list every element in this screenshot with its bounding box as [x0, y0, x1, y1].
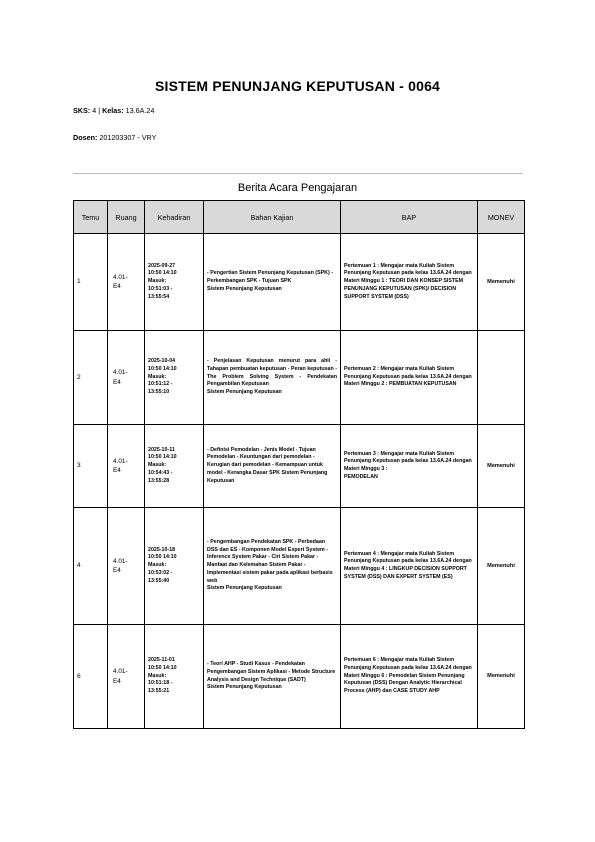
dosen-value: 201203307 - VRY: [99, 133, 157, 142]
table-header-row: [74, 201, 525, 234]
divider: [73, 173, 523, 174]
header-ruang: Ruang: [108, 201, 145, 234]
sks-label: SKS: [73, 106, 88, 115]
cell-monev: Memenuhi: [478, 625, 525, 729]
table-row: [74, 234, 525, 331]
cell-bap: Pertemuan 1 : Mengajar mata Kuliah Sistem Penunjang Keputusan pada kelas 13.6A.24 dengan Materi Minggu 1 : TEORI DAN KONSEP SISTEM PENUNJANG KEPUTUSAN (SPK)/ DECISION SUPPORT SYSTEM (DSS): [341, 234, 478, 331]
cell-ruang: 4.01- E4: [108, 508, 145, 625]
kelas-value: 13.6A.24: [125, 106, 155, 115]
cell-kehadiran: 2025-11-01 10:50 14:10 Masuk: 10:51:18 - 13:55:21: [145, 625, 204, 729]
header-kehadiran: Kehadiran: [145, 201, 204, 234]
table-row: [74, 331, 525, 425]
section-title: Berita Acara Pengajaran: [237, 182, 358, 194]
cell-temu: 6: [74, 625, 108, 729]
course-info: SKS: 4 | Kelas: 13.6A.24: [73, 106, 155, 115]
cell-monev: Memenuhi: [478, 508, 525, 625]
cell-temu: 2: [74, 331, 108, 425]
cell-bahan-kajian: - Pengembangan Pendekatan SPK - Perbedaan DSS dan ES - Komponen Model Expert System - Inference System Pakar - Ciri Sistem Pakar - Manfaat dan Kelemahan Sistem Pakar - Implementasi sistem pakar pada aplikasi berbasis web Sistem Penunjang Keputusan: [204, 508, 341, 625]
header-bap: BAP: [341, 201, 478, 234]
table-row: [74, 625, 525, 729]
cell-ruang: 4.01- E4: [108, 625, 145, 729]
header-temu: Temu: [74, 201, 108, 234]
cell-bahan-kajian: - Teori AHP - Studi Kasus - Pendekatan Pengembangan Sistem Aplikasi - Metode Structure Analysis and Design Technique (SADT) Sistem Penunjang Keputusan: [204, 625, 341, 729]
kelas-label: Kelas: [102, 106, 122, 115]
table-row: [74, 425, 525, 508]
cell-ruang: 4.01- E4: [108, 234, 145, 331]
cell-bap: Pertemuan 3 : Mengajar mata Kuliah Sistem Penunjang Keputusan pada kelas 13.6A.24 dengan Materi Minggu 3 : PEMODELAN: [341, 425, 478, 508]
cell-kehadiran: 2025-10-11 10:50 14:10 Masuk: 10:54:43 - 13:55:28: [145, 425, 204, 508]
cell-kehadiran: 2025-10-04 10:50 14:10 Masuk: 10:51:12 - 13:55:10: [145, 331, 204, 425]
cell-kehadiran: 2025-09-27 10:50 14:10 Masuk: 10:51:03 - 13:55:54: [145, 234, 204, 331]
cell-bahan-kajian: - Penjelasan Keputusan menurut para ahli - Tahapan pembuatan keputusan - Peran keputusan - The Problem Solving System - Pendekatan Pengambilan Keputusan Sistem Penunjang Keputusan: [204, 331, 341, 425]
cell-kehadiran: 2025-10-18 10:50 14:10 Masuk: 10:53:02 - 13:55:40: [145, 508, 204, 625]
cell-bahan-kajian: - Pengertian Sistem Penunjang Keputusan (SPK) - Perkembangan SPK - Tujuan SPK Sistem Penunjang Keputusan: [204, 234, 341, 331]
page-title: SISTEM PENUNJANG KEPUTUSAN - 0064: [154, 78, 441, 94]
cell-monev: Memenuhi: [478, 234, 525, 331]
cell-monev: Memenuhi: [478, 425, 525, 508]
header-monev: MONEV: [478, 201, 525, 234]
cell-ruang: 4.01- E4: [108, 331, 145, 425]
lecturer-info: [73, 133, 156, 142]
cell-bahan-kajian: - Definisi Pemodelan - Jenis Model - Tujuan Pemodelan - Keuntungan dari pemodelan - Kerugian dari pemodelan - Kemampuan untuk model - Kerangka Dasar SPK Sistem Penunjang Keputusan: [204, 425, 341, 508]
cell-monev: [478, 331, 525, 425]
cell-ruang: 4.01- E4: [108, 425, 145, 508]
cell-temu: 1: [74, 234, 108, 331]
header-bahan-kajian: Bahan Kajian: [204, 201, 341, 234]
dosen-label: Dosen:: [73, 133, 98, 142]
cell-temu: 4: [74, 508, 108, 625]
cell-bap: Pertemuan 6 : Mengajar mata Kuliah Sistem Penunjang Keputusan pada kelas 13.6A.24 dengan Materi Minggu 6 : Pemodelan Sistem Penunjang Keputusan (DSS) Dengan Analytic Hierarchical Process (AHP) dan CASE STUDY AHP: [341, 625, 478, 729]
cell-bap: Pertemuan 4 : Mengajar mata Kuliah Sistem Penunjang Keputusan pada kelas 13.6A.24 dengan Materi Minggu 4 : LINGKUP DECISION SUPPORT SYSTEM (DSS) DAN EXPERT SYSTEM (ES): [341, 508, 478, 625]
sks-value: 4: [92, 106, 97, 115]
table-row: [74, 508, 525, 625]
cell-bap: Pertemuan 2 : Mengajar mata Kuliah Sistem Penunjang Keputusan pada kelas 13.6A.24 dengan Materi Minggu 2 : PEMBUATAN KEPUTUSAN: [341, 331, 478, 425]
teaching-log-table: [73, 200, 525, 729]
cell-temu: 3: [74, 425, 108, 508]
